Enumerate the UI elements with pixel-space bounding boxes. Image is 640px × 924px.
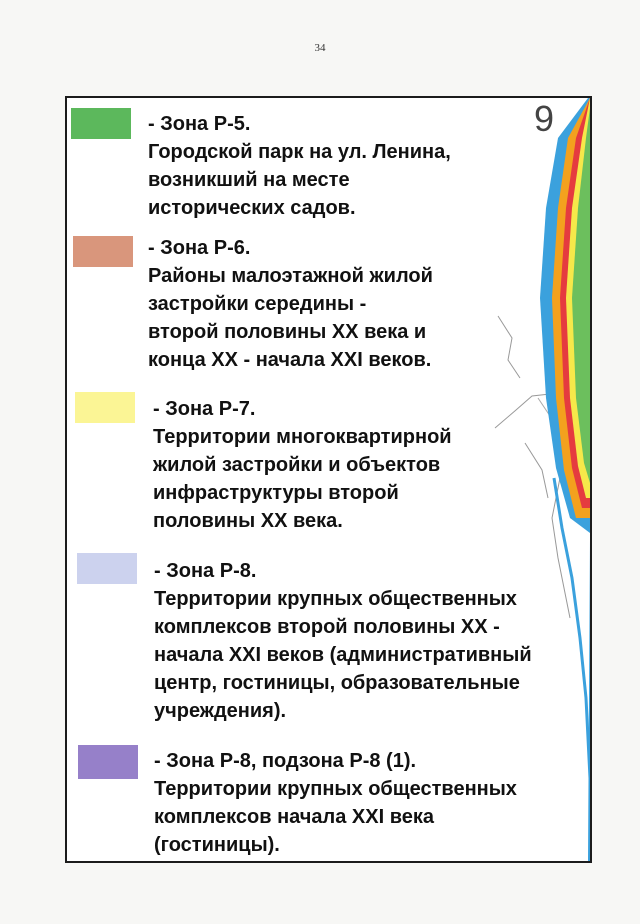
map-thin-line [495, 394, 550, 428]
legend-item-line: Районы малоэтажной жилой [148, 265, 433, 287]
legend-item-text [154, 557, 532, 725]
legend-item-line: Территории крупных общественных [154, 778, 517, 800]
legend-frame [65, 96, 592, 863]
color-swatch [71, 108, 131, 139]
legend-item-line: инфраструктуры второй [153, 482, 399, 504]
legend-item-line: половины XX века. [153, 510, 343, 532]
legend-item-line: возникший на месте [148, 169, 350, 191]
legend-item-text [148, 234, 433, 374]
legend-item-line: застройки середины - [148, 293, 367, 315]
color-swatch [78, 745, 138, 779]
legend-item-line: (гостиницы). [154, 834, 280, 856]
legend-item-line: конца XX - начала XXI веков. [148, 349, 432, 371]
legend-item-line: второй половины XX века и [148, 321, 427, 343]
legend-item-text [148, 110, 451, 222]
map-thin-line [525, 443, 548, 498]
legend-item-line: начала XXI веков (административный [154, 644, 532, 666]
legend-item-line: - Зона Р-7. [153, 398, 256, 420]
legend-item-line: - Зона Р-8. [154, 560, 257, 582]
color-swatch [75, 392, 135, 423]
map-band-blue-lower [574, 528, 590, 861]
legend-item-line: комплексов начала XXI века [154, 806, 434, 828]
page-number: 34 [314, 42, 326, 54]
legend-item-line: комплексов второй половины XX - [154, 616, 500, 638]
color-swatch [77, 553, 137, 584]
legend-item-line: - Зона Р-6. [148, 237, 251, 259]
map-thin-line [498, 316, 520, 378]
legend-item-line: исторических садов. [148, 197, 356, 219]
legend-item-text [154, 747, 517, 859]
sheet-number: 9 [533, 98, 554, 139]
legend-item-line: Территории многоквартирной [153, 426, 452, 448]
legend-item-line: учреждения). [154, 700, 287, 722]
color-swatch [73, 236, 133, 267]
legend-item-line: - Зона Р-8, подзона Р-8 (1). [154, 750, 417, 772]
legend-item-line: Территории крупных общественных [154, 588, 517, 610]
legend-item-line: центр, гостиницы, образовательные [154, 672, 520, 694]
legend-item-line: Городской парк на ул. Ленина, [148, 141, 451, 163]
legend-item-line: - Зона Р-5. [148, 113, 251, 135]
legend-item-line: жилой застройки и объектов [153, 454, 441, 476]
legend-item-text [153, 395, 452, 535]
